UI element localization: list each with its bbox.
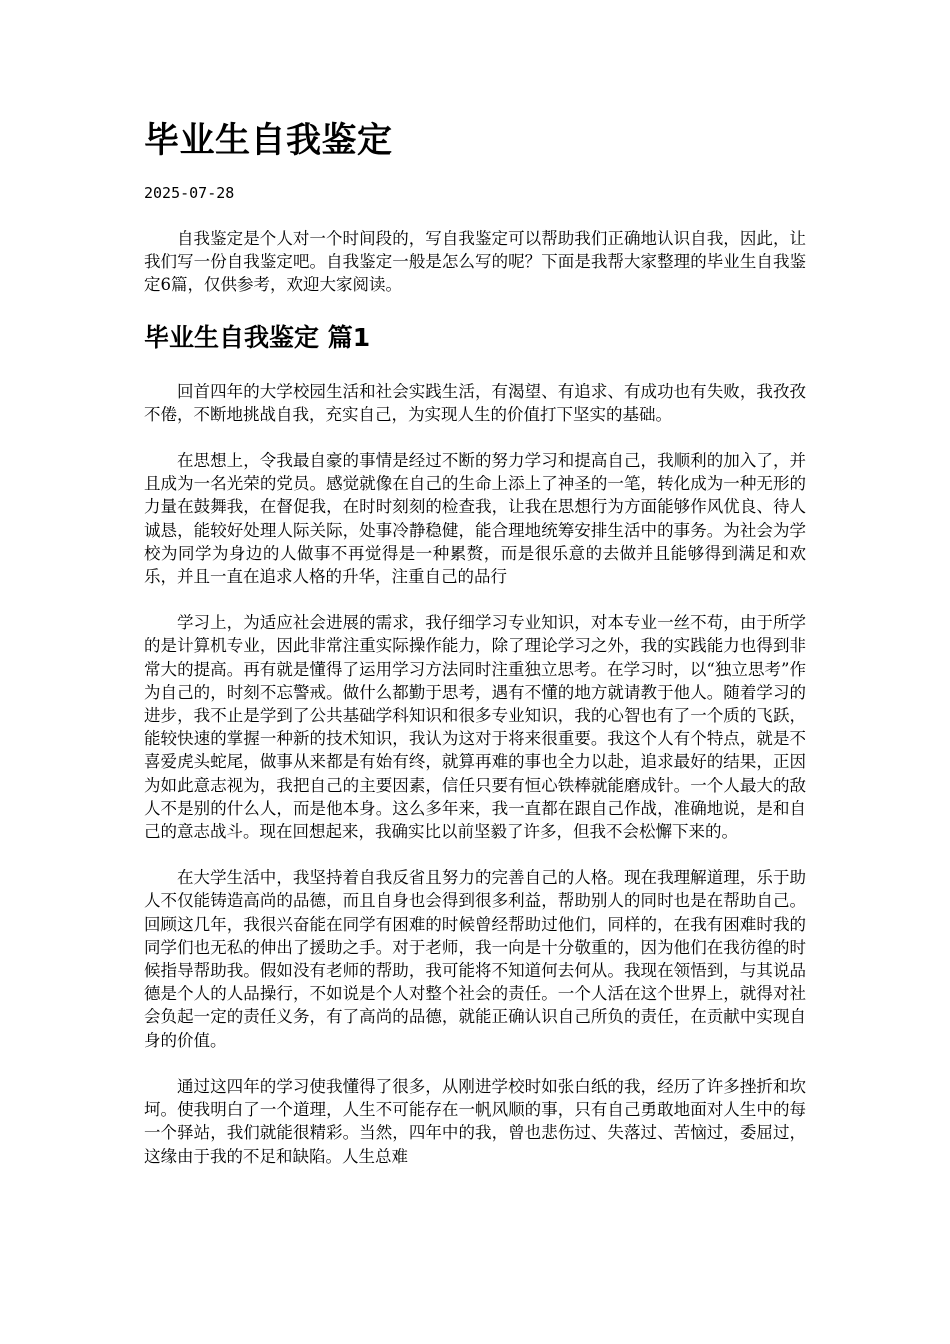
section-title: 毕业生自我鉴定 篇1 xyxy=(144,322,371,352)
body-paragraph: 回首四年的大学校园生活和社会实践生活，有渴望、有追求、有成功也有失败，我孜孜不倦，不断地挑战自我，充实自己，为实现人生的价值打下坚实的基础。 xyxy=(144,381,806,424)
body-paragraph: 在思想上，令我最自豪的事情是经过不断的努力学习和提高自己，我顺利的加入了，并且成为一名光荣的党员。感觉就像在自己的生命上添上了神圣的一笔，转化成为一种无形的力量在鼓舞我，在督促我，在时时刻刻的检查我，让我在思想行为方面能够作风优良、待人诚恳，能较好处理人际关际，处事冷静稳健，能合理地统筹安排生活中的事务。为社会为学校为同学为身边的人做事不再觉得是一种累赘，而是很乐意的去做并且能够得到满足和欢乐，并且一直在追求人格的升华，注重自己的品行 xyxy=(144,451,806,587)
document-title: 毕业生自我鉴定 xyxy=(144,121,393,161)
intro-paragraph: 自我鉴定是个人对一个时间段的，写自我鉴定可以帮助我们正确地认识自我，因此，让我们写一份自我鉴定吧。自我鉴定一般是怎么写的呢？下面是我帮大家整理的毕业生自我鉴定6篇，仅供参考，欢迎大家阅读。 xyxy=(144,229,806,295)
body-paragraph: 学习上，为适应社会进展的需求，我仔细学习专业知识，对本专业一丝不苟，由于所学的是计算机专业，因此非常注重实际操作能力，除了理论学习之外，我的实践能力也得到非常大的提高。再有就是懂得了运用学习方法同时注重独立思考。在学习时，以“独立思考”作为自己的，时刻不忘警戒。做什么都勤于思考，遇有不懂的地方就请教于他人。随着学习的进步，我不止是学到了公共基础学科知识和很多专业知识，我的心智也有了一个质的飞跃，能较快速的掌握一种新的技术知识，我认为这对于将来很重要。我这个人有个特点，就是不喜爱虎头蛇尾，做事从来都是有始有终，就算再难的事也全力以赴，追求最好的结果，正因为如此意志视为，我把自己的主要因素，信任只要有恒心铁棒就能磨成针。一个人最大的敌人不是别的什么人，而是他本身。这么多年来，我一直都在跟自己作战，准确地说，是和自己的意志战斗。现在回想起来，我确实比以前坚毅了许多，但我不会松懈下来的。 xyxy=(144,613,806,842)
body-paragraph: 通过这四年的学习使我懂得了很多，从刚进学校时如张白纸的我，经历了许多挫折和坎坷。使我明白了一个道理，人生不可能存在一帆风顺的事，只有自己勇敢地面对人生中的每一个驿站，我们就能很精彩。当然，四年中的我，曾也悲伤过、失落过、苦恼过，委屈过，这缘由于我的不足和缺陷。人生总难 xyxy=(144,1076,806,1166)
body-paragraph: 在大学生活中，我坚持着自我反省且努力的完善自己的人格。现在我理解道理，乐于助人不仅能铸造高尚的品德，而且自身也会得到很多利益，帮助别人的同时也是在帮助自己。回顾这几年，我很兴奋能在同学有困难的时候曾经帮助过他们，同样的，在我有困难时我的同学们也无私的伸出了援助之手。对于老师，我一向是十分敬重的，因为他们在我彷徨的时候指导帮助我。假如没有老师的帮助，我可能将不知道何去何从。我现在领悟到，与其说品德是个人的人品操行，不如说是个人对整个社会的责任。一个人活在这个世界上，就得对社会负起一定的责任义务，有了高尚的品德，就能正确认识自己所负的责任，在贡献中实现自身的价值。 xyxy=(144,868,806,1050)
document-page xyxy=(144,112,806,1191)
publish-date: 2025-07-28 xyxy=(144,184,235,202)
